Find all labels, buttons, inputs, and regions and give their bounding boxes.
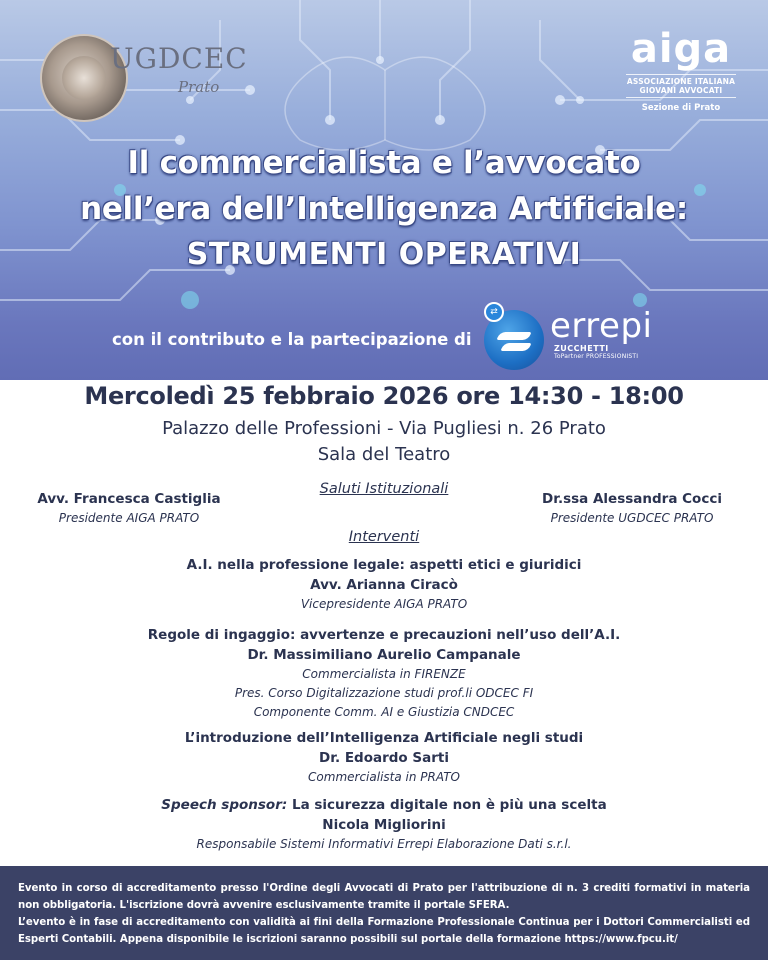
- aiga-wordmark: aiga: [630, 26, 732, 72]
- event-date: Mercoledì 25 febbraio 2026 ore 14:30 - 18:00: [84, 382, 684, 410]
- speaker-role: Presidente UGDCEC PRATO: [550, 511, 714, 525]
- footer-line-2: L’evento è in fase di accreditamento con validità ai fini della Formazione Professionale Continua per i Dottori Commercialisti ed Esperti Contabili. Appena disponibile le iscrizioni saranno possibili sul portale della formazione https://www.fpcu.it/: [18, 917, 750, 945]
- greeting-speaker-left: [16, 490, 242, 528]
- title-line-2: nell’era dell’Intelligenza Artificiale:: [80, 191, 688, 227]
- errepi-badge-icon: ⇄: [484, 302, 504, 322]
- talk-prefix: Speech sponsor:: [161, 797, 288, 813]
- contribution-text: con il contributo e la partecipazione di: [112, 330, 472, 349]
- talk-role: Pres. Corso Digitalizzazione studi prof.li ODCEC FI: [234, 686, 534, 700]
- talk-4: [0, 795, 768, 854]
- talk-title: La sicurezza digitale non è più una scelta: [291, 797, 607, 813]
- talk-title-line: [0, 795, 768, 815]
- talk-role: Commercialista in FIRENZE: [302, 667, 466, 681]
- talk-role: Commercialista in PRATO: [308, 770, 460, 784]
- talk-role: Responsabile Sistemi Informativi Errepi Elaborazione Dati s.r.l.: [196, 837, 572, 851]
- ugdcec-city: Prato: [178, 78, 220, 96]
- talk-speaker: Dr. Massimiliano Aurelio Campanale: [247, 647, 521, 663]
- accreditation-footer: [0, 866, 768, 960]
- talk-title: Regole di ingaggio: avvertenze e precauzioni nell’uso dell’A.I.: [147, 627, 621, 643]
- speaker-name: Dr.ssa Alessandra Cocci: [542, 491, 722, 507]
- aiga-section: Sezione di Prato: [641, 103, 721, 113]
- interventions-label: Interventi: [348, 529, 420, 545]
- errepi-wordmark: errepi: [550, 306, 653, 346]
- aiga-logo: [626, 28, 736, 113]
- header-banner: [0, 0, 768, 380]
- speaker-name: Avv. Francesca Castiglia: [37, 491, 221, 507]
- aiga-subtitle: [626, 74, 736, 98]
- ugdcec-logo: [40, 34, 248, 126]
- talk-speaker: Nicola Migliorini: [322, 817, 446, 833]
- speaker-role: Presidente AIGA PRATO: [58, 511, 200, 525]
- title-line-1: Il commercialista e l’avvocato: [127, 145, 641, 181]
- talk-speaker: Avv. Arianna Ciracò: [310, 577, 458, 593]
- greeting-speaker-right: [524, 490, 740, 528]
- title-line-3: STRUMENTI OPERATIVI: [186, 237, 582, 272]
- greetings-label: Saluti Istituzionali: [319, 481, 449, 497]
- event-room: Sala del Teatro: [317, 444, 451, 465]
- aiga-subtitle-line2: GIOVANI AVVOCATI: [639, 86, 723, 95]
- talk-role: Vicepresidente AIGA PRATO: [300, 597, 468, 611]
- talk-3: [0, 728, 768, 787]
- talk-2: [0, 625, 768, 722]
- footer-line-1: Evento in corso di accreditamento presso l'Ordine degli Avvocati di Prato per l'attribuzione di n. 3 crediti formativi in materia non obbligatoria. L'iscrizione dovrà avvenire esclusivamente tramite il portale SFERA.: [18, 883, 750, 911]
- event-place: Palazzo delle Professioni - Via Pugliesi n. 26 Prato: [162, 418, 606, 439]
- aiga-subtitle-line1: ASSOCIAZIONE ITALIANA: [626, 77, 736, 86]
- talk-1: [0, 555, 768, 614]
- talk-title: L’introduzione dell’Intelligenza Artificiale negli studi: [184, 730, 584, 746]
- talk-title: A.I. nella professione legale: aspetti etici e giuridici: [186, 557, 582, 573]
- talk-speaker: Dr. Edoardo Sarti: [319, 750, 449, 766]
- talk-role: Componente Comm. AI e Giustizia CNDCEC: [253, 705, 515, 719]
- errepi-sub1: ZUCCHETTI: [554, 344, 609, 353]
- ugdcec-name: UGDCEC: [110, 42, 248, 75]
- event-title: [0, 140, 768, 278]
- errepi-sub2: ToPartner PROFESSIONISTI: [554, 353, 639, 360]
- errepi-logo: [484, 302, 664, 372]
